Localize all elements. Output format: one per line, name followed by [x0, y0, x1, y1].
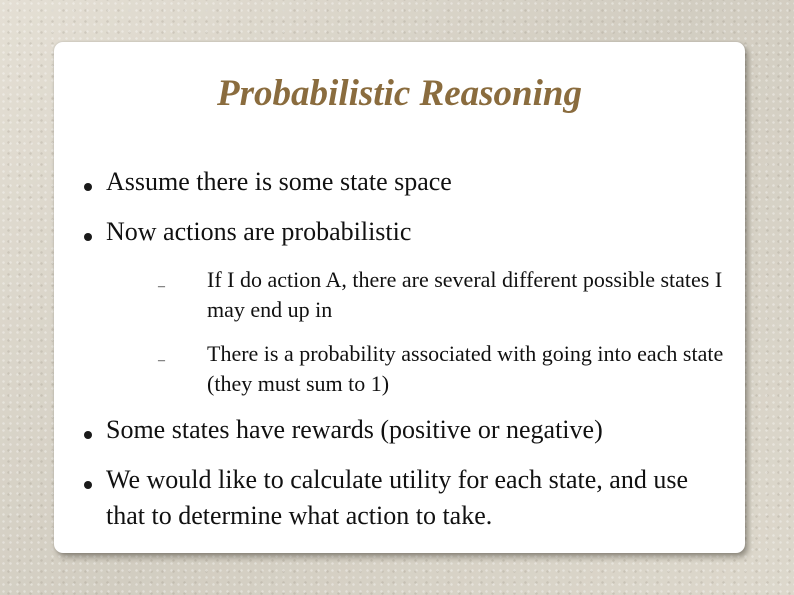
bullet-marker	[84, 183, 92, 191]
sub-bullet-marker: –	[158, 279, 165, 294]
slide-title: Probabilistic Reasoning	[217, 73, 582, 114]
sub-bullet-item: If I do action A, there are several different possible states I may end up in	[207, 267, 723, 322]
bullet-marker	[84, 233, 92, 241]
sub-bullet-marker: –	[158, 353, 165, 368]
bullet-marker	[84, 481, 92, 489]
sub-bullet-item: There is a probability associated with going into each state (they must sum to 1)	[207, 341, 724, 396]
bullet-item: Assume there is some state space	[106, 167, 452, 196]
bullet-item: We would like to calculate utility for each state, and use that to determine what action to take.	[106, 465, 688, 530]
bullet-item: Now actions are probabilistic	[106, 217, 412, 246]
bullet-marker	[84, 431, 92, 439]
bullet-item: Some states have rewards (positive or negative)	[106, 415, 603, 444]
